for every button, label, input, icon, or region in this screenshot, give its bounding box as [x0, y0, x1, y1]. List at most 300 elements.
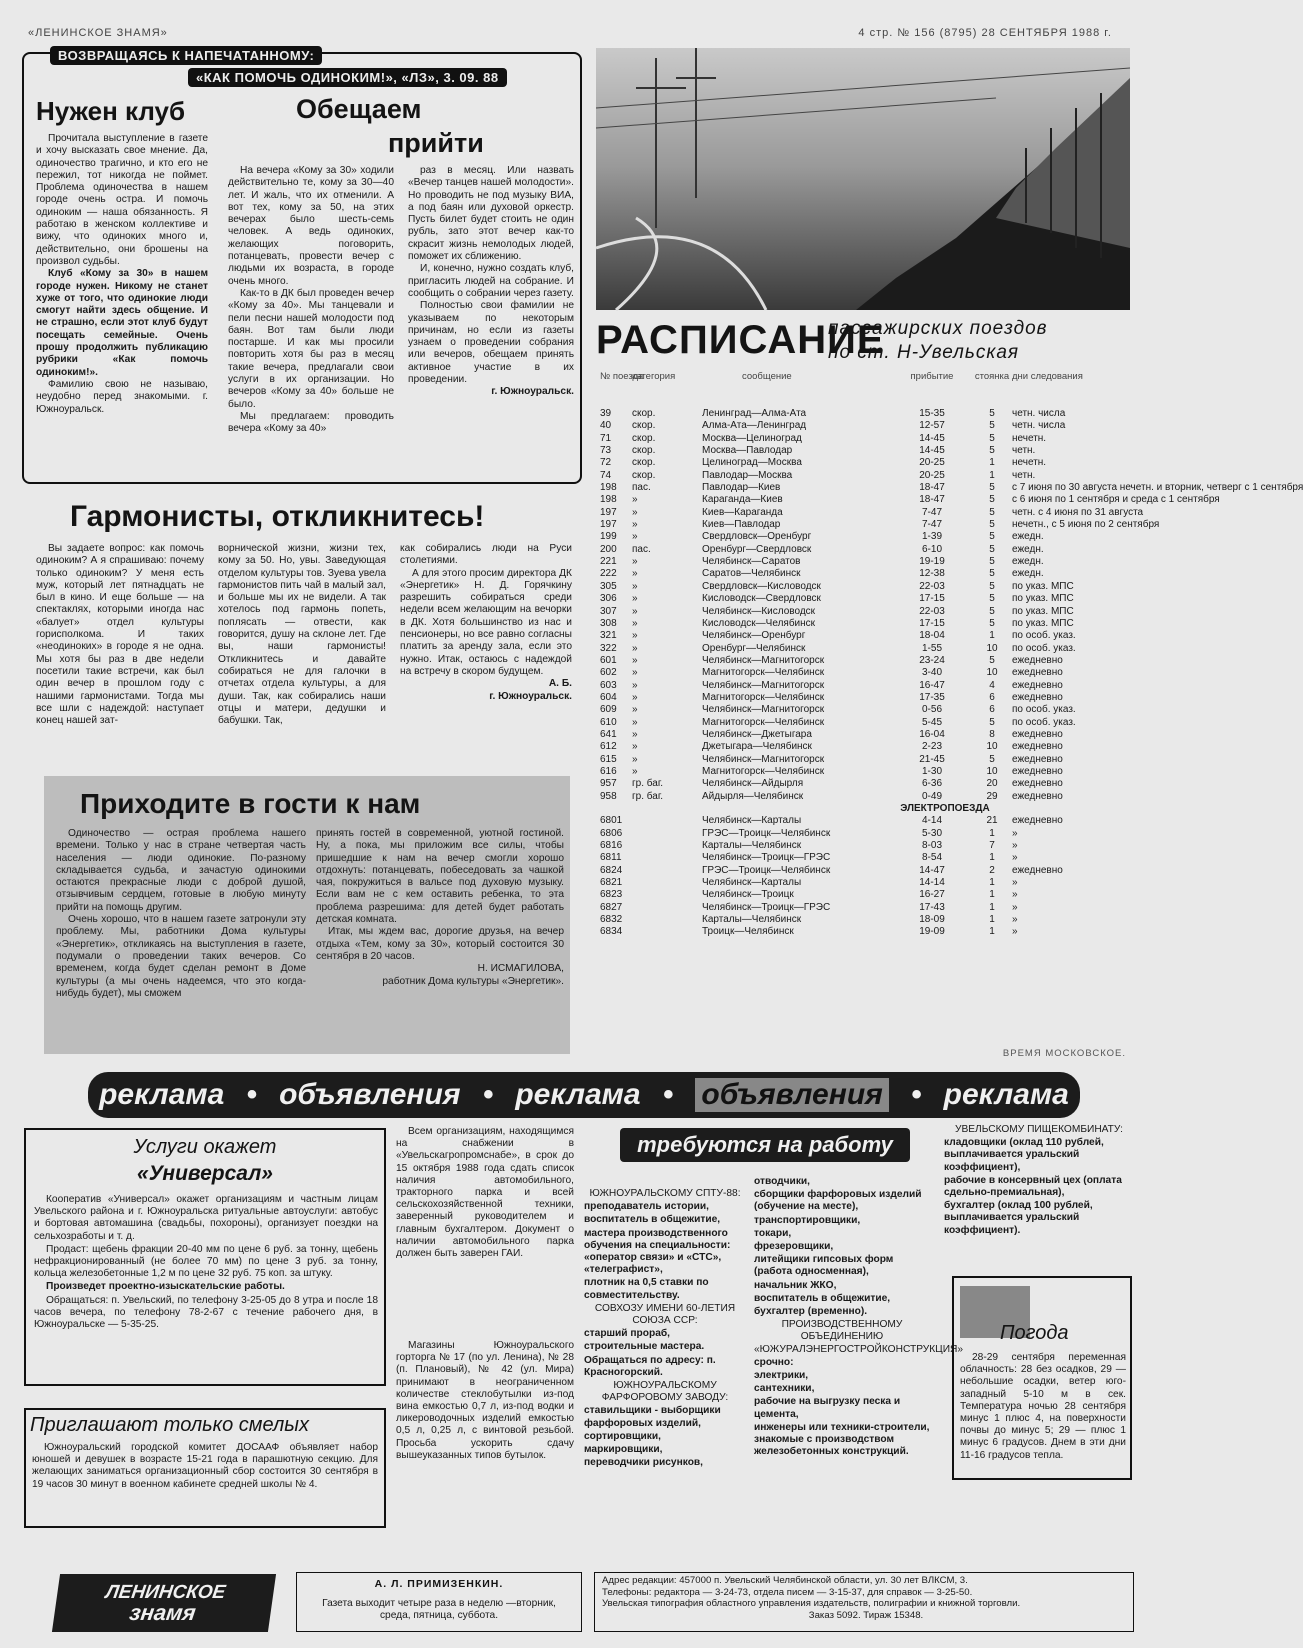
club-para: Клуб «Кому за 30» в нашем городе нужен. Никому не станет хуже от того, что одинокие люди смогут найти здесь общение. И не страшно, если этот клуб будут посещать семейные. Очень прошу продолжить публикацию рубрики «Как помочь одиноким!». — [36, 268, 208, 378]
newspaper-logo — [52, 1574, 276, 1632]
schedule-cell: 1-30 — [921, 765, 942, 777]
schedule-cell: 1-55 — [921, 642, 942, 654]
schedule-cell: ежедневно — [1012, 679, 1063, 691]
club-text — [36, 133, 208, 416]
promise-para: И, конечно, нужно создать клуб, пригласить людей на собрание. И сообщить о собрании через газету. — [408, 263, 574, 299]
schedule-cell: Челябинск—Магнитогорск — [702, 704, 825, 716]
job-item: Обращаться по адресу: п. Красногорский. — [584, 1354, 716, 1378]
schedule-cell: 5 — [989, 556, 995, 568]
schedule-cell: 5 — [989, 445, 995, 457]
schedule-cell: 5 — [989, 519, 995, 531]
schedule-cell: 20 — [986, 778, 998, 790]
schedule-cell: » — [632, 704, 638, 716]
schedule-cell: Павлодар—Москва — [702, 469, 793, 481]
schedule-cell: нечетн. — [1012, 432, 1047, 444]
schedule-cell: 22-03 — [919, 580, 945, 592]
schedule-cell: 6 — [989, 691, 995, 703]
job-item: электрики, — [754, 1370, 809, 1382]
schedule-row — [600, 433, 1140, 445]
schedule-cell: 615 — [600, 753, 617, 765]
schedule-cell: 197 — [600, 519, 617, 531]
schedule-cell: 222 — [600, 568, 617, 580]
schedule-cell: скор. — [632, 432, 656, 444]
col-header: стоянка — [974, 371, 1010, 382]
schedule-row — [600, 741, 1140, 753]
schedule-cell: » — [1012, 852, 1018, 864]
club-para: Фамилию свою не называю, неудобно перед знакомыми. г. Южноуральск. — [36, 378, 208, 415]
schedule-cell: скор. — [632, 457, 656, 469]
schedule-cell: 8-54 — [921, 852, 942, 864]
job-item: ЮЖНОУРАЛЬСКОМУ ФАРФОРОВОМУ ЗАВОДУ: — [601, 1380, 729, 1404]
job-item: плотник на 0,5 ставки по совместительству. — [584, 1277, 709, 1301]
schedule-cell: Челябинск—Айдырля — [702, 778, 804, 790]
schedule-row — [600, 852, 1140, 864]
schedule-row — [600, 470, 1140, 482]
schedule-cell: Кисловодск—Свердловск — [702, 593, 821, 605]
garm-para: Вы задаете вопрос: как помочь одиноким? А я спрашиваю: почему только одиноким? У меня есть муж, который лет пятнадцать не был в кино. И еще больше — на спектаклях, которыми иногда нас «балует» отдел культуры горисполкома. И таких «неодиноких» в городе я не одна. Мы хотя бы раз в две недели посетили такие встречи, как был один вечер в прошлом году с нашими гармонистами. Тогда мы все шли с надеждой: наступает конец нашей зат- — [36, 543, 204, 727]
shops-text: Магазины Южноуральского горторга № 17 (по ул. Ленина), № 28 (п. Плановый), № 42 (ул. Мира) принимают в неограниченном количестве стеклобутылки из-под вина емкостью 0,7 л, из-под водки и ликероводочных изделий емкостью 0,5 л, 0,25 л, с винтовой резьбой. Просьба ускорить сдачу вышеуказанных типов бутылок. — [396, 1340, 574, 1461]
brave-text: Южноуральский городской комитет ДОСААФ объявляет набор юношей и девушек в возрасте 15-21 года в парашютную секцию. Для желающих заниматься организационный сбор состоится 30 сентября в 19 часов 30 минут в военном кабинете средней школы № 4. — [32, 1442, 378, 1490]
schedule-cell: Джетыгара—Челябинск — [702, 741, 812, 753]
job-item: переводчики рисунков, — [584, 1457, 704, 1469]
garm-title: Гармонисты, откликнитесь! — [70, 500, 485, 533]
garm-col3 — [400, 543, 572, 703]
schedule-cell: 1 — [989, 630, 995, 642]
schedule-row — [600, 618, 1140, 630]
schedule-cell: ежедн. — [1012, 556, 1044, 568]
schedule-row — [600, 692, 1140, 704]
universal-para: Обращаться: п. Увельский, по телефону 3-25-05 до 8 утра и после 18 часов вечера, по телефону 78-2-67 с течение рабочего дня, в Южноуральске — 5-35-25. — [34, 1294, 378, 1331]
schedule-cell: 18-47 — [919, 494, 945, 506]
schedule-cell: Свердловск—Кисловодск — [702, 580, 821, 592]
schedule-row — [600, 482, 1303, 494]
schedule-row — [600, 680, 1140, 692]
schedule-cell: 5 — [989, 654, 995, 666]
schedule-cell: Карталы—Челябинск — [702, 914, 802, 926]
schedule-row — [600, 704, 1140, 716]
promise-para: раз в месяц. Или назвать «Вечер танцев нашей молодости». Но проводить не под музыку ВИА, а под баян или духовой оркестр. Пусть билет будет стоить не один рубль, зато этот вечер как-то скрасит жизнь немолодых людей, поможет их сближению. — [408, 165, 574, 263]
job-item: УВЕЛЬСКОМУ ПИЩЕКОМБИНАТУ: — [955, 1124, 1123, 1135]
schedule-cell: » — [632, 630, 638, 642]
schedule-cell: 15-35 — [919, 408, 945, 419]
schedule-cell: нечетн. — [1012, 457, 1047, 469]
schedule-row — [600, 457, 1140, 469]
job-item: воспитатель в общежитие, — [584, 1214, 721, 1226]
schedule-cell: 7 — [989, 840, 995, 852]
schedule-title: РАСПИСАНИЕ — [596, 318, 885, 362]
schedule-row — [600, 445, 1140, 457]
schedule-cell: 1 — [989, 827, 995, 839]
schedule-cell: 8-03 — [921, 840, 942, 852]
jobs-banner: требуются на работу — [620, 1128, 910, 1162]
schedule-cell: с 6 июня по 1 сентября и среда с 1 сентября — [1012, 494, 1220, 506]
logo-line: ЛЕНИНСКОЕ — [104, 1582, 227, 1603]
schedule-cell: » — [1012, 901, 1018, 913]
schedule-cell: ежедн. — [1012, 531, 1044, 543]
schedule-cell: 5 — [989, 617, 995, 629]
schedule-cell: ГРЭС—Троицк—Челябинск — [702, 864, 831, 876]
issue-info: 4 стр. № 156 (8795) 28 СЕНТЯБРЯ 1988 г. — [858, 27, 1112, 39]
job-item: ставильщики - выборщики фарфоровых изделий, — [584, 1405, 721, 1429]
schedule-cell: 1 — [989, 852, 995, 864]
band-word: реклама — [515, 1078, 641, 1111]
schedule-row — [600, 840, 1140, 852]
universal-para: Кооператив «Универсал» окажет организациям и частным лицам Увельского района и г. Южноуральска ритуальные автоуслуги: автобус и бортовая автомашина (свадьбы, похороны), организует поездки на сельхозработы и т. д. — [34, 1194, 378, 1242]
schedule-cell: » — [632, 679, 638, 691]
schedule-cell: 5 — [989, 605, 995, 617]
col-header: дни следования — [1012, 371, 1083, 382]
schedule-cell: » — [1012, 840, 1018, 852]
schedule-table — [600, 408, 1303, 939]
schedule-cell: » — [632, 642, 638, 654]
schedule-cell: 6827 — [600, 901, 623, 913]
schedule-row — [600, 889, 1140, 901]
job-item: ПРОИЗВОДСТВЕННОМУ ОБЪЕДИНЕНИЮ «ЮЖУРАЛЭНЕРГОСТРОЙКОНСТРУКЦИЯ» — [754, 1319, 964, 1355]
universal-title-1: Услуги окажет — [133, 1136, 277, 1158]
schedule-cell: 20-25 — [919, 469, 945, 481]
schedule-row — [600, 593, 1140, 605]
schedule-cell: Целиноград—Москва — [702, 457, 802, 469]
garm-initials: А. Б. — [548, 678, 572, 690]
job-item: ЮЖНОУРАЛЬСКОМУ СПТУ-88: — [589, 1188, 741, 1199]
schedule-row — [600, 754, 1140, 766]
schedule-row — [600, 766, 1140, 778]
schedule-cell: » — [632, 580, 638, 592]
schedule-cell: по указ. МПС — [1012, 617, 1074, 629]
schedule-cell: 6832 — [600, 914, 623, 926]
schedule-cell: Караганда—Киев — [702, 494, 783, 506]
schedule-cell: Челябинск—Магнитогорск — [702, 753, 825, 765]
guests-para: Очень хорошо, что в нашем газете затронули эту проблему. Мы, работники Дома культуры «Энергетик», откликаясь на выступления в газете, подумали о проведении таких вечеров. Со временем, когда будет сделан ремонт в Доме культуры (а мы очень надеемся, что это когда-нибудь будет), мы сможем — [56, 914, 306, 999]
schedule-cell: Киев—Павлодар — [702, 519, 781, 531]
schedule-cell: 10 — [986, 741, 998, 753]
schedule-row — [600, 729, 1140, 741]
schedule-row — [600, 606, 1140, 618]
schedule-cell: 198 — [600, 494, 617, 506]
schedule-cell: 10 — [986, 667, 998, 679]
schedule-cell: Киев—Караганда — [702, 506, 783, 518]
band-dot: • — [482, 1078, 494, 1111]
schedule-cell: 641 — [600, 728, 617, 740]
schedule-cell: 305 — [600, 580, 617, 592]
schedule-cell: 6816 — [600, 840, 623, 852]
schedule-cell: по особ. указ. — [1012, 642, 1076, 654]
schedule-cell: 40 — [600, 420, 612, 432]
schedule-cell: 72 — [600, 457, 612, 469]
schedule-cell: Челябинск—Карталы — [702, 815, 802, 827]
schedule-row — [600, 420, 1140, 432]
job-item: рабочие на выгрузку песка и цемента, — [754, 1396, 901, 1420]
schedule-cell: 5 — [989, 506, 995, 518]
editor-name: А. Л. ПРИМИЗЕНКИН. — [374, 1578, 504, 1590]
schedule-cell: ГРЭС—Троицк—Челябинск — [702, 827, 831, 839]
schedule-cell: по указ. МПС — [1012, 593, 1074, 605]
schedule-cell: Кисловодск—Челябинск — [702, 617, 816, 629]
schedule-cell: ежедневно — [1012, 667, 1063, 679]
schedule-cell: » — [632, 654, 638, 666]
schedule-cell: 957 — [600, 778, 617, 790]
schedule-cell: » — [632, 716, 638, 728]
schedule-cell: 7-47 — [921, 506, 942, 518]
schedule-row — [600, 717, 1140, 729]
guests-col2 — [316, 828, 564, 988]
schedule-cell: 610 — [600, 716, 617, 728]
schedule-cell: 2 — [989, 864, 995, 876]
col-header: сообщение — [742, 371, 792, 382]
schedule-cell — [632, 815, 702, 827]
schedule-cell: 5 — [989, 753, 995, 765]
schedule-cell: 199 — [600, 531, 617, 543]
schedule-cell — [632, 877, 702, 889]
schedule-row — [600, 926, 1140, 938]
schedule-cell: » — [632, 568, 638, 580]
guests-signature-role: работник Дома культуры «Энергетик». — [382, 975, 564, 987]
schedule-cell: четн. числа — [1012, 420, 1066, 432]
schedule-cell: 20-25 — [919, 457, 945, 469]
schedule-cell: 4-14 — [921, 815, 942, 827]
schedule-cell: ежедневно — [1012, 741, 1063, 753]
schedule-cell: 1 — [989, 877, 995, 889]
schedule-cell: ежедневно — [1012, 691, 1063, 703]
schedule-cell: 18-04 — [919, 630, 945, 642]
schedule-cell: 73 — [600, 445, 612, 457]
schedule-cell: четн. — [1012, 445, 1036, 457]
band-dot: • — [910, 1078, 922, 1111]
schedule-cell — [632, 828, 702, 840]
schedule-cell: Свердловск—Оренбург — [702, 531, 812, 543]
schedule-cell: » — [1012, 827, 1018, 839]
schedule-cell: » — [632, 753, 638, 765]
schedule-cell: четн. — [1012, 469, 1036, 481]
schedule-cell: Челябинск—Джетыгара — [702, 728, 812, 740]
schedule-cell: » — [632, 531, 638, 543]
promise-para: Полностью свои фамилии не указываем по некоторым причинам, но если из газеты узнаем о проведении собрания или вечеров, обещаем принять активное участие в их проведении. — [408, 300, 574, 386]
schedule-cell: нечетн., с 5 июня по 2 сентября — [1012, 519, 1160, 531]
schedule-cell: 1 — [989, 469, 995, 481]
universal-para: Продаст: щебень фракции 20-40 мм по цене 6 руб. за тонну, щебень нефракционированный (не более 70 мм) по цене 3 руб. за тонну, кольца железобетонные 1,2 м по цене 32 руб. 75 коп. за штуку. — [34, 1243, 378, 1280]
schedule-cell: 5 — [989, 482, 995, 494]
schedule-row — [600, 655, 1140, 667]
schedule-cell: 609 — [600, 704, 617, 716]
garm-col1 — [36, 543, 204, 727]
job-item: кладовщики (оклад 110 рублей, выплачивается уральский коэффициент), — [944, 1137, 1104, 1173]
electro-heading: ЭЛЕКТРОПОЕЗДА — [900, 803, 990, 814]
schedule-cell — [632, 889, 702, 901]
job-item: токари, — [754, 1227, 792, 1239]
job-item: литейщики гипсовых форм (работа односменная), — [754, 1254, 894, 1278]
schedule-cell: 21-45 — [919, 753, 945, 765]
schedule-cell: 23-24 — [919, 654, 945, 666]
schedule-cell: ежедн. — [1012, 568, 1044, 580]
job-item: мастера производственного обучения на специальности: «оператор связи» и «СТС», «телеграфист», — [584, 1227, 731, 1276]
schedule-cell: 18-09 — [919, 914, 945, 926]
schedule-cell: 17-35 — [919, 691, 945, 703]
schedule-cell: Оренбург—Свердловск — [702, 543, 812, 555]
schedule-row — [600, 667, 1140, 679]
jobs-col1 — [584, 1188, 746, 1470]
schedule-subtitle-1: пассажирских поездов — [828, 318, 1048, 339]
schedule-row — [600, 408, 1140, 420]
job-item: СОВХОЗУ ИМЕНИ 60-ЛЕТИЯ СОЮЗА ССР: — [594, 1302, 736, 1327]
schedule-cell: Челябинск—Саратов — [702, 556, 801, 568]
schedule-cell: 16-27 — [919, 889, 945, 901]
garm-para: как собирались люди на Руси столетиями. — [400, 543, 572, 567]
schedule-cell: 17-15 — [919, 593, 945, 605]
schedule-cell: 12-57 — [919, 420, 945, 432]
job-item: преподаватель истории, — [584, 1201, 710, 1213]
schedule-cell: 14-47 — [919, 864, 945, 876]
schedule-cell: скор. — [632, 445, 656, 457]
job-item: срочно: — [754, 1356, 794, 1368]
schedule-row — [600, 630, 1140, 642]
schedule-cell: по указ. МПС — [1012, 580, 1074, 592]
schedule-note: ВРЕМЯ МОСКОВСКОЕ. — [1002, 1048, 1126, 1059]
guests-para: Одиночество — острая проблема нашего времени. Только у нас в стране четвертая часть населения — люди одинокие. По-разному складывается судьба, и зачастую одинокими остаются прекрасные люди с доброй душой, отзывчивым сердцем, готовые в любую минуту прийти на помощь другим. — [56, 828, 306, 913]
schedule-row — [600, 791, 1140, 803]
schedule-cell: Москва—Целиноград — [702, 432, 802, 444]
schedule-row — [600, 877, 1140, 889]
job-item: отводчики, — [754, 1176, 811, 1187]
schedule-cell: ежедневно — [1012, 815, 1063, 827]
schedule-cell: Челябинск—Магнитогорск — [702, 654, 825, 666]
schedule-cell: » — [1012, 914, 1018, 926]
job-item: строительные мастера. — [584, 1341, 705, 1353]
weather-text: 28-29 сентября переменная облачность: 28 без осадков, 29 — небольшие осадки, ветер юго-западный 5-10 м в сек. Температура ночью 28 сентября минус 1 плюс 4, на поверхности почвы до минус 5; 29 — плюс 1 минус 6 градусов. Днем в эти дни 11-16 градусов тепла. — [960, 1352, 1126, 1461]
garm-para: ворнической жизни, жизни тех, кому за 50. Но, увы. Заведующая отделом культуры тов. Зуева увела гармонистов пить чай в малый зал, и больше мы их не видели. А так хотелось под гармонь попеть, поплясать — отвести, как говорится, душу на склоне лет. Где вы, наши гармонисты! Откликнитесь и давайте собираться не для галочки в отчетах отдела культуры, а для души. Так, как собирались наши отцы и матери, дедушки и бабушки. Так, — [218, 543, 386, 727]
schedule-cell: 616 — [600, 765, 617, 777]
col-header: № поезда — [600, 371, 644, 382]
schedule-cell: 6-10 — [921, 543, 942, 555]
job-item: сортировщики, — [584, 1430, 661, 1442]
schedule-cell: 22-03 — [919, 605, 945, 617]
schedule-cell: 39 — [600, 408, 612, 419]
schedule-row — [600, 494, 1220, 506]
promise-para: Как-то в ДК был проведен вечер «Кому за 40». Мы танцевали и пели песни нашей молодости под баян. Вот там были люди постарше. И как мы просили повторить хотя бы раз в месяц такие вечера, предлагали свои услуги в их организации. Но вечеров «Кому за 40» больше не было. — [228, 287, 394, 410]
schedule-cell: » — [632, 605, 638, 617]
schedule-cell: скор. — [632, 469, 656, 481]
schedule-cell: 0-56 — [921, 704, 942, 716]
rubric-line1: ВОЗВРАЩАЯСЬ К НАПЕЧАТАННОМУ: — [50, 46, 322, 65]
schedule-cell: 1 — [989, 457, 995, 469]
schedule-cell: Магнитогорск—Челябинск — [702, 667, 825, 679]
schedule-cell: 603 — [600, 679, 617, 691]
col-header: прибытие — [910, 371, 954, 382]
schedule-cell: Челябинск—Кисловодск — [702, 605, 816, 617]
club-title: Нужен клуб — [36, 96, 186, 126]
schedule-cell: Челябинск—Карталы — [702, 877, 802, 889]
schedule-cell: по особ. указ. — [1012, 704, 1076, 716]
schedule-cell: 6 — [989, 704, 995, 716]
schedule-cell: 321 — [600, 630, 617, 642]
schedule-cell: 6824 — [600, 864, 623, 876]
train-illustration — [596, 48, 1130, 310]
schedule-cell: по особ. указ. — [1012, 630, 1076, 642]
schedule-cell: пас. — [632, 482, 651, 494]
schedule-cell: 14-45 — [919, 445, 945, 457]
schedule-cell: 7-47 — [921, 519, 942, 531]
schedule-cell: Карталы—Челябинск — [702, 840, 802, 852]
schedule-row — [600, 902, 1140, 914]
schedule-cell: Челябинск—Магнитогорск — [702, 679, 825, 691]
job-item: транспортировщики, — [754, 1214, 861, 1226]
garm-city: г. Южноуральск. — [489, 690, 572, 702]
schedule-cell: четн. числа — [1012, 408, 1066, 419]
schedule-cell: 601 — [600, 654, 617, 666]
promise-signature: г. Южноуральск. — [491, 386, 574, 398]
issue-schedule: Газета выходит четыре раза в неделю —вторник, среда, пятница, суббота. — [322, 1598, 556, 1622]
schedule-cell: 197 — [600, 506, 617, 518]
schedule-cell: 74 — [600, 469, 612, 481]
schedule-cell: 602 — [600, 667, 617, 679]
schedule-cell: 2-23 — [921, 741, 942, 753]
schedule-cell: ежедневно — [1012, 864, 1063, 876]
schedule-cell: 17-43 — [919, 901, 945, 913]
schedule-cell: 1 — [989, 901, 995, 913]
schedule-cell: » — [1012, 926, 1018, 938]
schedule-cell: с 7 июня по 30 августа нечетн. и вторник, четверг с 1 сентября — [1012, 482, 1303, 494]
imprint-phones: Телефоны: редактора — 3-24-73, отдела писем — 3-15-37, для справок — 3-25-50. — [602, 1586, 973, 1598]
schedule-cell: 6-36 — [921, 778, 942, 790]
club-para: Прочитала выступление в газете и хочу высказать свое мнение. Да, одиночество трагично, и кто его не пережил, тот никогда не поймет. Проблема одиночества в нашем городе очень остра. И помочь одиноким — наша обязанность. Я работаю в женском коллективе и вижу, что одиноких много и, действительно, они брошены на произвол судьбы. — [36, 133, 208, 267]
universal-title-2: «Универсал» — [137, 1162, 273, 1185]
schedule-row — [600, 531, 1140, 543]
schedule-cell: Оренбург—Челябинск — [702, 642, 806, 654]
schedule-row — [600, 519, 1160, 531]
promise-title-2: прийти — [388, 128, 484, 158]
schedule-cell: » — [632, 494, 638, 506]
schedule-row — [600, 914, 1140, 926]
schedule-cell: Алма-Ата—Ленинград — [702, 420, 807, 432]
schedule-cell: 5 — [989, 568, 995, 580]
schedule-cell — [632, 914, 702, 926]
schedule-cell: Москва—Павлодар — [702, 445, 793, 457]
job-item: фрезеровщики, — [754, 1241, 834, 1253]
schedule-cell: » — [1012, 889, 1018, 901]
job-item: бухгалтер (временно). — [754, 1306, 868, 1318]
schedule-cell: 604 — [600, 691, 617, 703]
band-word: объявления — [695, 1078, 888, 1112]
schedule-cell: 612 — [600, 741, 617, 753]
schedule-cell: 19-19 — [919, 556, 945, 568]
schedule-cell: 3-40 — [921, 667, 942, 679]
schedule-cell — [632, 926, 702, 938]
schedule-cell: 1 — [989, 889, 995, 901]
schedule-cell: Челябинск—Оренбург — [702, 630, 806, 642]
promise-col2 — [408, 165, 574, 399]
schedule-cell: Павлодар—Киев — [702, 482, 781, 494]
schedule-cell: 14-45 — [919, 432, 945, 444]
schedule-cell: » — [632, 667, 638, 679]
job-item: инженеры или техники-строители, знакомые с производством железобетонных конструкций. — [754, 1421, 930, 1458]
promise-para: На вечера «Кому за 30» ходили действительно те, кому за 30—40 лет. И жаль, что их отменили. А вот тех, кому за 50, на этих вечерах было шесть-семь человек. А ведь одиноких, желающих поговорить, потанцевать, провести вечер с людьми их возраста, в городе очень много. — [228, 165, 394, 287]
schedule-cell: 6823 — [600, 889, 623, 901]
schedule-row — [600, 815, 1140, 827]
schedule-cell: 6834 — [600, 926, 623, 938]
imprint-printer: Увельская типография областного управления издательств, полиграфии и книжной торговли. — [602, 1598, 1021, 1609]
schedule-cell: 16-47 — [919, 679, 945, 691]
guests-title: Приходите в гости к нам — [80, 788, 421, 819]
schedule-cell: Саратов—Челябинск — [702, 568, 801, 580]
schedule-cell: 5-45 — [921, 716, 942, 728]
schedule-cell: 6811 — [600, 852, 622, 864]
schedule-cell: 322 — [600, 642, 617, 654]
schedule-cell: 221 — [600, 556, 617, 568]
schedule-cell — [632, 902, 702, 914]
schedule-cell: 10 — [986, 765, 998, 777]
schedule-cell — [632, 852, 702, 864]
schedule-cell: 6821 — [600, 877, 623, 889]
universal-text — [34, 1194, 378, 1332]
